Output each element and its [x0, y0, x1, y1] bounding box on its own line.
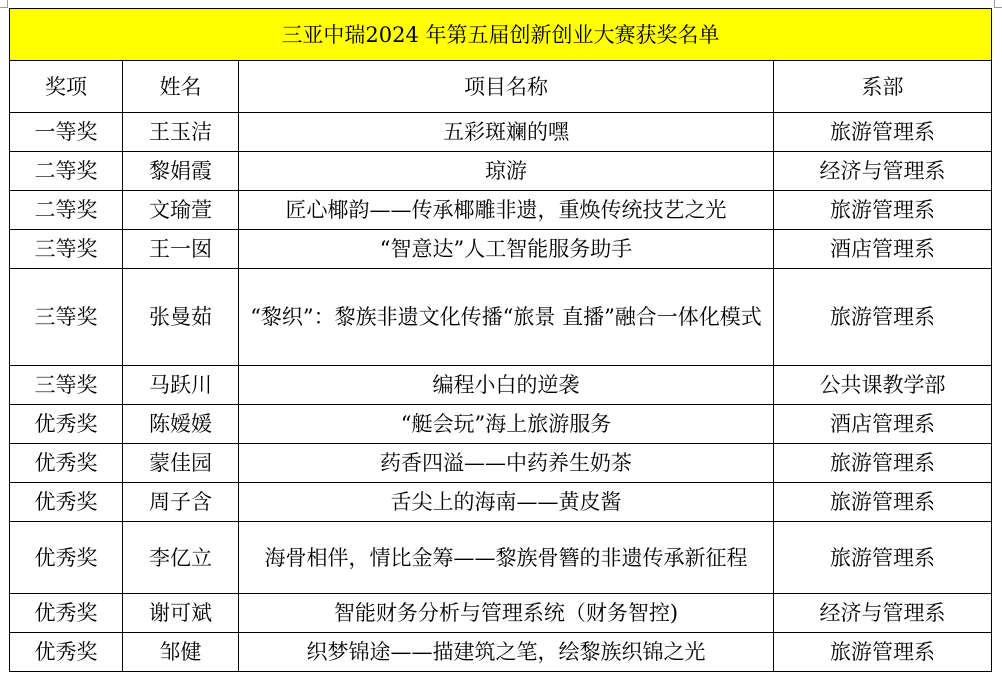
- project-cell[interactable]: 编程小白的逆袭: [239, 366, 774, 405]
- table-row: [10, 483, 992, 522]
- table-row: [10, 633, 992, 672]
- department-cell[interactable]: 酒店管理系: [774, 230, 992, 269]
- project-cell[interactable]: 药香四溢——中药养生奶茶: [239, 444, 774, 483]
- table-row: [10, 152, 992, 191]
- name-cell[interactable]: 陈嫒媛: [123, 405, 239, 444]
- name-cell[interactable]: 文瑜萱: [123, 191, 239, 230]
- table-row: [10, 269, 992, 366]
- project-cell[interactable]: 织梦锦途——描建筑之笔，绘黎族织锦之光: [239, 633, 774, 672]
- project-cell[interactable]: 琼游: [239, 152, 774, 191]
- award-cell[interactable]: 二等奖: [10, 152, 123, 191]
- name-cell[interactable]: 周子含: [123, 483, 239, 522]
- table-row: [10, 366, 992, 405]
- department-cell[interactable]: 旅游管理系: [774, 444, 992, 483]
- table-row: [10, 594, 992, 633]
- department-cell[interactable]: 经济与管理系: [774, 594, 992, 633]
- award-cell[interactable]: 优秀奖: [10, 483, 123, 522]
- name-cell[interactable]: 谢可斌: [123, 594, 239, 633]
- project-cell[interactable]: “艇会玩”海上旅游服务: [239, 405, 774, 444]
- department-cell[interactable]: 旅游管理系: [774, 269, 992, 366]
- department-cell[interactable]: 旅游管理系: [774, 113, 992, 152]
- corner-mark-right: [994, 0, 1002, 8]
- table-row: [10, 113, 992, 152]
- department-cell[interactable]: 旅游管理系: [774, 633, 992, 672]
- department-cell[interactable]: 公共课教学部: [774, 366, 992, 405]
- name-cell[interactable]: 王玉洁: [123, 113, 239, 152]
- award-table: [9, 8, 992, 672]
- table-row: [10, 405, 992, 444]
- award-cell[interactable]: 三等奖: [10, 269, 123, 366]
- project-cell[interactable]: 智能财务分析与管理系统（财务智控): [239, 594, 774, 633]
- page-corner-marks: [0, 0, 1002, 8]
- name-cell[interactable]: 黎娟霞: [123, 152, 239, 191]
- project-cell[interactable]: 海骨相伴，情比金筹——黎族骨簪的非遗传承新征程: [239, 522, 774, 594]
- name-cell[interactable]: 王一囡: [123, 230, 239, 269]
- department-cell[interactable]: 经济与管理系: [774, 152, 992, 191]
- award-cell[interactable]: 优秀奖: [10, 633, 123, 672]
- table-row: [10, 191, 992, 230]
- name-cell[interactable]: 蒙佳园: [123, 444, 239, 483]
- header-project[interactable]: 项目名称: [239, 61, 774, 113]
- award-cell[interactable]: 优秀奖: [10, 522, 123, 594]
- department-cell[interactable]: 酒店管理系: [774, 405, 992, 444]
- project-cell[interactable]: “黎织”：黎族非遗文化传播“旅景 直播”融合一体化模式: [239, 269, 774, 366]
- table-title[interactable]: 三亚中瑞2024 年第五届创新创业大赛获奖名单: [10, 9, 992, 61]
- award-cell[interactable]: 一等奖: [10, 113, 123, 152]
- project-cell[interactable]: 匠心椰韵——传承椰雕非遗，重焕传统技艺之光: [239, 191, 774, 230]
- award-cell[interactable]: 优秀奖: [10, 444, 123, 483]
- award-cell[interactable]: 优秀奖: [10, 594, 123, 633]
- award-cell[interactable]: 二等奖: [10, 191, 123, 230]
- corner-mark-left: [0, 0, 8, 8]
- award-cell[interactable]: 三等奖: [10, 230, 123, 269]
- name-cell[interactable]: 李亿立: [123, 522, 239, 594]
- department-cell[interactable]: 旅游管理系: [774, 522, 992, 594]
- table-row: [10, 444, 992, 483]
- title-row: [10, 9, 992, 61]
- name-cell[interactable]: 张曼茹: [123, 269, 239, 366]
- table-row: [10, 230, 992, 269]
- name-cell[interactable]: 马跃川: [123, 366, 239, 405]
- project-cell[interactable]: “智意达”人工智能服务助手: [239, 230, 774, 269]
- name-cell[interactable]: 邹健: [123, 633, 239, 672]
- table-row: [10, 522, 992, 594]
- project-cell[interactable]: 舌尖上的海南——黄皮酱: [239, 483, 774, 522]
- header-department[interactable]: 系部: [774, 61, 992, 113]
- project-cell[interactable]: 五彩斑斓的嘿: [239, 113, 774, 152]
- award-cell[interactable]: 三等奖: [10, 366, 123, 405]
- department-cell[interactable]: 旅游管理系: [774, 191, 992, 230]
- header-name[interactable]: 姓名: [123, 61, 239, 113]
- department-cell[interactable]: 旅游管理系: [774, 483, 992, 522]
- award-cell[interactable]: 优秀奖: [10, 405, 123, 444]
- header-award[interactable]: 奖项: [10, 61, 123, 113]
- header-row: [10, 61, 992, 113]
